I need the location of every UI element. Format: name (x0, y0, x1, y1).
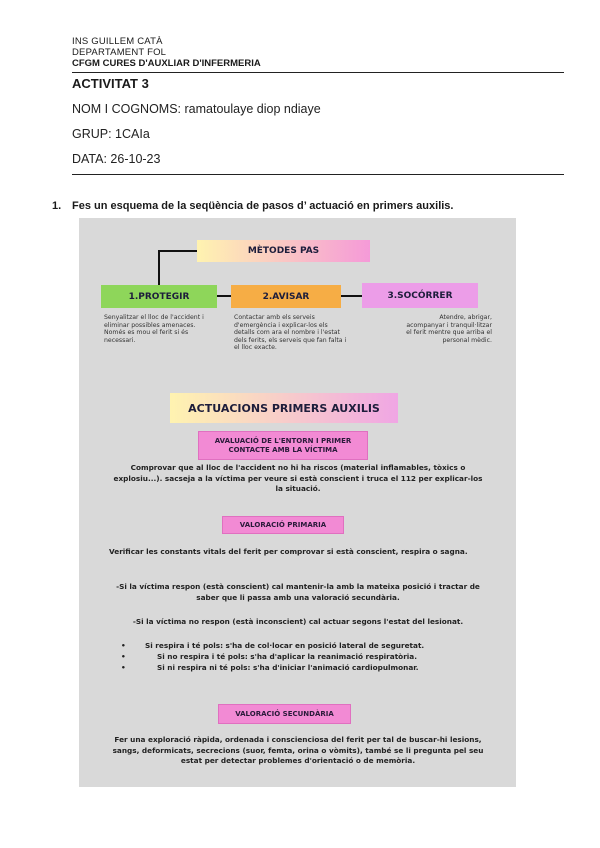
header-rule (72, 72, 564, 73)
secundaria-title: VALORACIÓ SECUNDÀRIA (235, 709, 334, 718)
group-field: GRUP: 1CAIa (72, 127, 150, 141)
step-avisar-box (231, 285, 341, 308)
primaria-text-1: Verificar les constants vitals del ferit per comprovar si està conscient, respira o sagna. (109, 547, 468, 556)
step-socorrer-desc: Atendre, abrigar, acompanyar i tranquil·litzar el ferit mentre que arriba el personal mèdic. (406, 314, 492, 344)
entorn-title: AVALUACIÓ DE L'ENTORN I PRIMER CONTACTE AMB LA VÍCTIMA (214, 436, 352, 454)
primaria-text-3: -Si la víctima no respon (està inconscient) cal actuar segons l'estat del lesionat. (132, 617, 464, 626)
question-number: 1. (52, 200, 62, 212)
secundaria-title-box (218, 704, 351, 724)
bullet-item: Si ni respira ni té pols: s'ha d'iniciar l'animació cardiopulmonar. (157, 663, 419, 672)
step-protegir-desc: Senyalitzar el lloc de l'accident i eliminar possibles amenaces. Només es mou el ferit si és necessari. (104, 314, 204, 344)
section-rule (72, 174, 564, 175)
diagram-panel (79, 218, 516, 787)
actions-title-label: ACTUACIONS PRIMERS AUXILIS (188, 401, 380, 415)
bullet-item: Si no respira i té pols: s'ha d'aplicar la reanimació respiratòria. (157, 652, 417, 661)
primaria-text-2: -Si la víctima respon (està conscient) cal mantenir-la amb la mateixa posició i tractar de saber que li passa amb una valoració secundària. (116, 582, 480, 602)
department-name: DEPARTAMENT FOL (72, 47, 167, 58)
step-socorrer-box (362, 283, 478, 308)
step-protegir-box (101, 285, 217, 308)
question-text: Fes un esquema de la seqüència de pasos d’ actuació en primers auxilis. (72, 200, 454, 212)
bullet-item: Si respira i té pols: s'ha de col·locar en posició lateral de seguretat. (145, 641, 425, 650)
entorn-text: Comprovar que al lloc de l'accident no hi ha riscos (material inflamables, tòxics o explosiu...). sacseja a la víctima per veure si està conscient i truca el 112 per explicar-los la situació. (113, 463, 483, 493)
bullet-dot: • (121, 641, 126, 650)
entorn-title-box (198, 431, 368, 460)
activity-title: ACTIVITAT 3 (72, 76, 149, 91)
primaria-title: VALORACIÓ PRIMARIA (239, 520, 327, 529)
name-field: NOM I COGNOMS: ramatoulaye diop ndiaye (72, 102, 321, 116)
actions-title-box (170, 393, 398, 423)
secundaria-text: Fer una exploració ràpida, ordenada i conscienciosa del ferit per tal de buscar-hi lesions, sangs, deformicats, secrecions (suor, femta, orina o vòmits), també se li pregunta pel seu estat per detectar problemes d'orientació o de memòria. (112, 735, 484, 765)
primaria-title-box (222, 516, 344, 534)
methods-pas-box (197, 240, 370, 262)
step-socorrer-label: 3.SOCÓRRER (387, 290, 453, 301)
bullet-dot: • (121, 663, 126, 672)
step-avisar-desc: Contactar amb els serveis d'emergència i explicar-los els detalls com ara el nombre i l'estat dels ferits, els serveis que fan falta i el lloc exacte. (234, 314, 347, 352)
date-field: DATA: 26-10-23 (72, 152, 161, 166)
course-name: CFGM CURES D'AUXLIAR D'INFERMERIA (72, 58, 261, 69)
bullet-dot: • (121, 652, 126, 661)
step-avisar-label: 2.AVISAR (262, 291, 310, 302)
school-name: INS GUILLEM CATÀ (72, 36, 163, 47)
methods-pas-label: MÈTODES PAS (247, 246, 320, 256)
step-protegir-label: 1.PROTEGIR (128, 291, 190, 302)
